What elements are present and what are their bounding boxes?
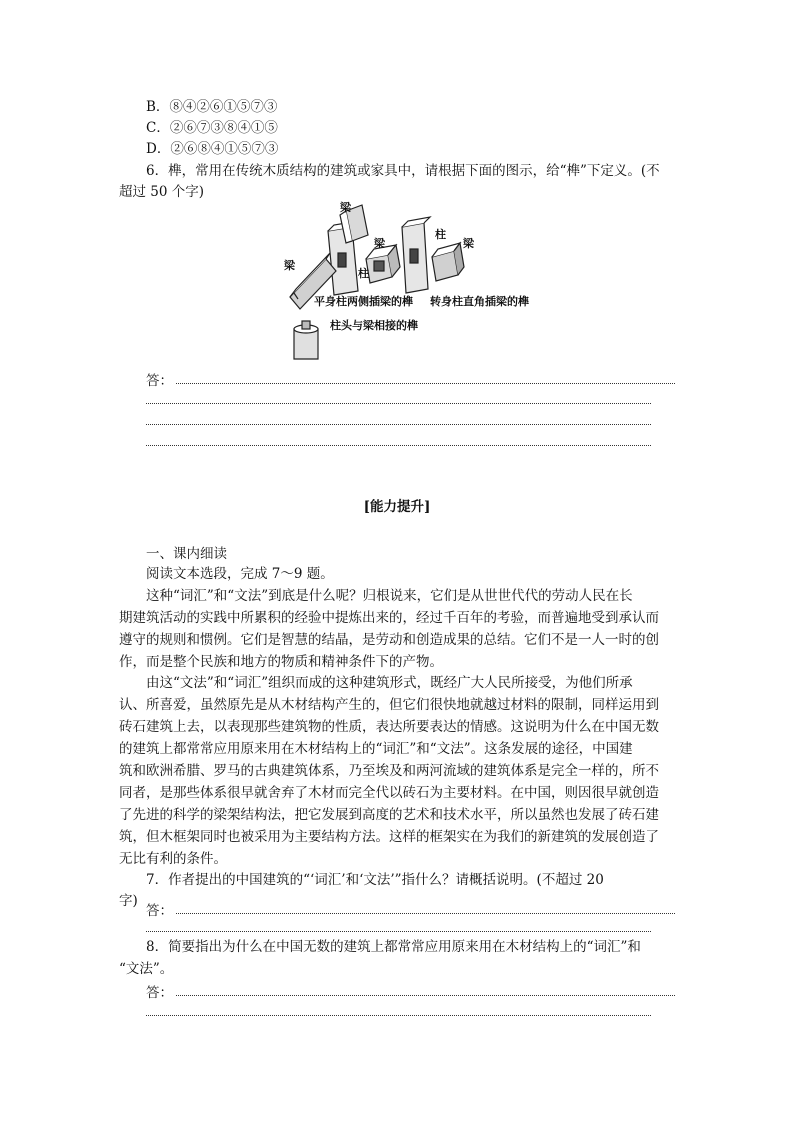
section-title: [能力提升] xyxy=(363,499,431,515)
q6-answer-row xyxy=(146,371,675,391)
caption-right: 转身柱直角插梁的榫 xyxy=(430,295,529,308)
q8-answer-row xyxy=(146,983,675,1003)
label-column-b: 柱 xyxy=(358,267,369,280)
label-column-a: 柱 xyxy=(435,228,446,241)
q8-answer-line-1[interactable] xyxy=(176,995,675,996)
passage-line: 了先进的科学的梁架结构法，把它发展到高度的艺术和技术水平，所以虽然也发展了砖石建 xyxy=(119,807,659,823)
q7-answer-line-2[interactable] xyxy=(146,931,651,932)
q7-answer-line-1[interactable] xyxy=(176,913,675,914)
q6-answer-line-2[interactable] xyxy=(146,403,651,404)
part1-title: 一、课内细读 xyxy=(146,546,227,562)
passage-line: 作，而是整个民族和地方的物质和精神条件下的产物。 xyxy=(119,654,443,670)
question-6-line2: 超过 50 个字) xyxy=(119,184,205,200)
q6-answer-line-4[interactable] xyxy=(146,445,651,446)
question-8-line1: 8．简要指出为什么在中国无数的建筑上都常常应用原来用在木材结构上的“词汇”和 xyxy=(146,939,641,955)
passage-line: 认、所喜爱，虽然原先是从木材结构产生的，但它们很快地就越过材料的限制，同样运用到 xyxy=(119,697,659,713)
passage-line: 砖石建筑上去，以表现那些建筑物的性质，表达所要表达的情感。这说明为什么在中国无数 xyxy=(119,719,659,735)
option-d: D．②⑥⑧④①⑤⑦③ xyxy=(146,141,279,157)
passage-line: 筑和欧洲希腊、罗马的古典建筑体系，乃至埃及和两河流域的建筑体系是完全一样的，所不 xyxy=(119,763,659,779)
passage-line: 由这“文法”和“词汇”组织而成的这种建筑形式，既经广大人民所接受，为他们所承 xyxy=(146,675,633,691)
option-b: B．⑧④②⑥①⑤⑦③ xyxy=(146,99,278,115)
q8-answer-line-2[interactable] xyxy=(146,1015,651,1016)
q8-answer-label: 答： xyxy=(146,985,173,1001)
passage-line: 同者，是那些体系很早就舍弃了木材而完全代以砖石为主要材料。在中国，则因很早就创造 xyxy=(119,785,659,801)
option-c: C．②⑥⑦③⑧④①⑤ xyxy=(146,120,278,136)
label-beam-b: 梁 xyxy=(374,237,385,250)
part1-instruction: 阅读文本选段，完成 7～9 题。 xyxy=(146,566,334,582)
q7-answer-label: 答： xyxy=(146,903,173,919)
q6-answer-line-1[interactable] xyxy=(176,383,675,384)
tenon-joint-figure xyxy=(278,197,548,372)
passage-line: 的建筑上都常常应用原来用在木材结构上的“词汇”和“文法”。这条发展的途径，中国建 xyxy=(119,741,633,757)
question-7-line1: 7．作者提出的中国建筑的“‘词汇’和‘文法’”指什么？请概括说明。(不超过 20 xyxy=(146,872,604,888)
passage-line: 筑，但木框架同时也被采用为主要结构方法。这样的框架实在为我们的新建筑的发展创造了 xyxy=(119,829,659,845)
caption-left: 平身柱两侧插梁的榫 xyxy=(314,295,413,308)
question-7-line2: 字) xyxy=(119,893,138,909)
question-6-line1: 6．榫，常用在传统木质结构的建筑或家具中，请根据下面的图示，给“榫”下定义。(不 xyxy=(146,163,660,179)
label-beam-c: 梁 xyxy=(284,259,295,272)
passage-line: 这种“词汇”和“文法”到底是什么呢？归根说来，它们是从世世代代的劳动人民在长 xyxy=(146,588,633,604)
q6-answer-label: 答： xyxy=(146,373,173,389)
passage-line: 期建筑活动的实践中所累积的经验中提炼出来的，经过千百年的考验，而普遍地受到承认而 xyxy=(119,610,659,626)
q6-answer-line-3[interactable] xyxy=(146,424,651,425)
caption-bottom: 柱头与梁相接的榫 xyxy=(330,319,418,332)
label-beam-a: 梁 xyxy=(340,201,351,214)
question-8-line2: “文法”。 xyxy=(119,961,174,977)
passage-line: 遵守的规则和惯例。它们是智慧的结晶，是劳动和创造成果的总结。它们不是一人一时的创 xyxy=(119,632,659,648)
tenon-drawing xyxy=(278,197,548,372)
passage-line: 无比有利的条件。 xyxy=(119,851,227,867)
q7-answer-row xyxy=(146,901,675,921)
label-beam-d: 梁 xyxy=(463,237,474,250)
